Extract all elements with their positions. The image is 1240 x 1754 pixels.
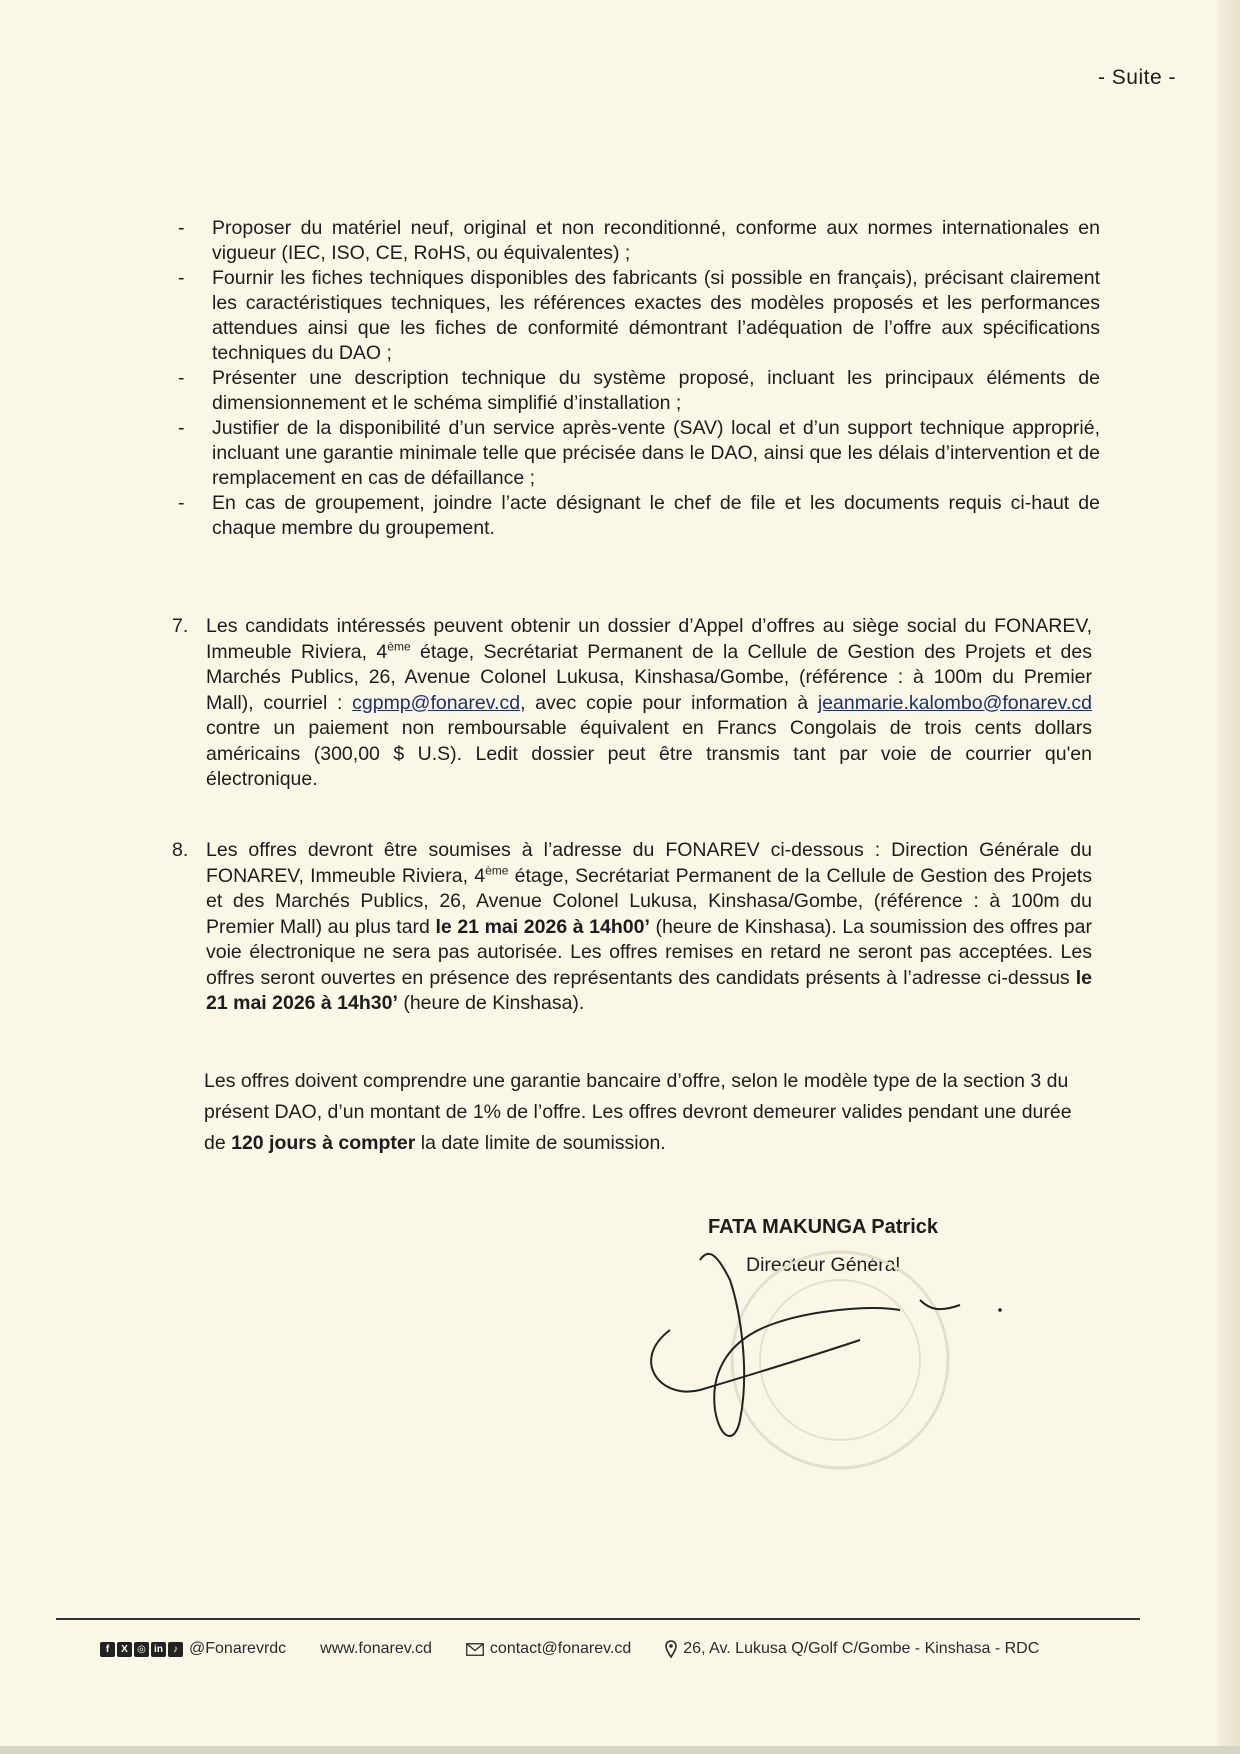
signature-flourish xyxy=(920,1300,960,1309)
envelope-icon xyxy=(466,1643,484,1656)
bullet-dash: - xyxy=(178,267,185,289)
social-icons xyxy=(100,1642,183,1657)
footer-divider xyxy=(56,1618,1140,1620)
signature-and-stamp xyxy=(640,1250,1020,1500)
list-item-text: Fournir les fiches techniques disponibles des fabricants (si possible en français), précisant clairement les caractéristiques techniques, les références exactes des modèles proposés et les performances attendues ainsi que les fiches de conformité démontrant l’adéquation de l’offre aux spécifications techniques du DAO ; xyxy=(212,267,1100,364)
bullet-dash: - xyxy=(178,492,185,514)
list-item xyxy=(170,491,1100,541)
paragraph-number: 8. xyxy=(172,839,189,861)
superscript: ème xyxy=(485,863,509,877)
email-link-cgpmp[interactable]: cgpmp@fonarev.cd xyxy=(352,691,521,714)
validity-period: 120 jours à compter xyxy=(231,1132,416,1154)
footer xyxy=(100,1640,1140,1658)
signatory-name: FATA MAKUNGA Patrick xyxy=(708,1216,939,1238)
contact-email-text: contact@fonarev.cd xyxy=(489,1640,632,1657)
paragraph-number: 7. xyxy=(172,615,189,637)
text-run: , avec copie pour information à xyxy=(520,691,818,714)
superscript: ème xyxy=(387,639,411,653)
continuation-label: - Suite - xyxy=(1097,66,1176,89)
deadline-opening: le 21 mai 2026 à 14h30’ xyxy=(206,966,1092,1014)
website-link[interactable]: www.fonarev.cd xyxy=(320,1640,432,1657)
x-icon[interactable]: X xyxy=(117,1642,132,1657)
guarantee-paragraph xyxy=(204,1066,1084,1159)
list-item xyxy=(170,266,1100,366)
instagram-icon[interactable]: ◎ xyxy=(134,1642,149,1657)
bullet-dash: - xyxy=(178,217,185,239)
text-run: (heure de Kinshasa). xyxy=(397,992,585,1014)
email-link-kalombo[interactable]: jeanmarie.kalombo@fonarev.cd xyxy=(817,691,1092,714)
list-item xyxy=(170,416,1100,491)
embossed-seal-inner xyxy=(760,1280,920,1440)
list-item xyxy=(170,216,1100,266)
requirements-list xyxy=(170,216,1100,541)
text-run: Les offres devront être soumises à l’adresse du FONAREV ci-dessous : Direction Générale du FONAREV, Immeuble Riviera, 4 xyxy=(206,839,1092,887)
embossed-seal xyxy=(732,1252,948,1468)
page-bottom-edge xyxy=(0,1746,1240,1754)
address-text: 26, Av. Lukusa Q/Golf C/Gombe - Kinshasa - RDC xyxy=(683,1640,1040,1657)
list-item-text: Présenter une description technique du système proposé, incluant les principaux éléments de dimensionnement et le schéma simplifié d’installation ; xyxy=(212,367,1100,414)
text-run: étage, Secrétariat Permanent de la Cellule de Gestion des Projets et des Marchés Publics, 26, Avenue Colonel Lukusa, Kinshasa/Gombe, (référence : à 100m du Premier Mall) au plus tard xyxy=(206,864,1092,938)
text-run: étage, Secrétariat Permanent de la Cellule de Gestion des Projets et des Marchés Publics, 26, Avenue Colonel Lukusa, Kinshasa/Gombe, (référence : à 100m du Premier Mall), courriel : xyxy=(206,640,1092,714)
signatory-title: Directeur Général xyxy=(746,1254,900,1276)
bullet-dash: - xyxy=(178,367,185,389)
deadline-submission: le 21 mai 2026 à 14h00’ xyxy=(435,915,650,938)
postal-address xyxy=(665,1640,1039,1658)
list-item xyxy=(170,366,1100,416)
facebook-icon[interactable]: f xyxy=(100,1642,115,1657)
contact-email[interactable] xyxy=(466,1640,631,1658)
paragraph-7 xyxy=(172,614,1092,793)
paragraph-body xyxy=(206,838,1092,1017)
linkedin-icon[interactable]: in xyxy=(151,1642,166,1657)
social-handle[interactable]: @Fonarevrdc xyxy=(189,1640,287,1657)
text-run: contre un paiement non remboursable équivalent en Francs Congolais de trois cents dollars américains (300,00 $ U.S). Ledit dossier peut être transmis tant par voie de courrier qu'en électronique. xyxy=(206,717,1092,790)
paragraph-body xyxy=(206,614,1092,793)
text-run: la date limite de soumission. xyxy=(415,1132,666,1154)
list-item-text: En cas de groupement, joindre l’acte désignant le chef de file et les documents requis ci-haut de chaque membre du groupement. xyxy=(212,492,1100,539)
location-pin-icon xyxy=(665,1640,677,1658)
page-edge-shadow xyxy=(1218,0,1240,1754)
paragraph-8 xyxy=(172,838,1092,1017)
text-run: (heure de Kinshasa). La soumission des offres par voie électronique ne sera pas autorisée. Les offres remises en retard ne seront pas acceptées. Les offres seront ouvertes en présence des représentants des candidats présents à l’adresse ci-dessus xyxy=(206,915,1092,989)
tiktok-icon[interactable]: ♪ xyxy=(168,1642,183,1657)
signature-dot xyxy=(998,1308,1002,1312)
text-run: Les candidats intéressés peuvent obtenir un dossier d’Appel d’offres au siège social du FONAREV, Immeuble Riviera, 4 xyxy=(206,615,1092,663)
list-item-text: Justifier de la disponibilité d’un service après-vente (SAV) local et d’un support technique approprié, incluant une garantie minimale telle que précisée dans le DAO, ainsi que les délais d’intervention et de remplacement en cas de défaillance ; xyxy=(212,417,1100,489)
bullet-dash: - xyxy=(178,417,185,439)
list-item-text: Proposer du matériel neuf, original et non reconditionné, conforme aux normes internationales en vigueur (IEC, ISO, CE, RoHS, ou équivalentes) ; xyxy=(212,217,1100,264)
text-run: Les offres doivent comprendre une garantie bancaire d’offre, selon le modèle type de la section 3 du présent DAO, d’un montant de 1% de l’offre. Les offres devront demeurer valides pendant une durée de xyxy=(204,1070,1072,1154)
